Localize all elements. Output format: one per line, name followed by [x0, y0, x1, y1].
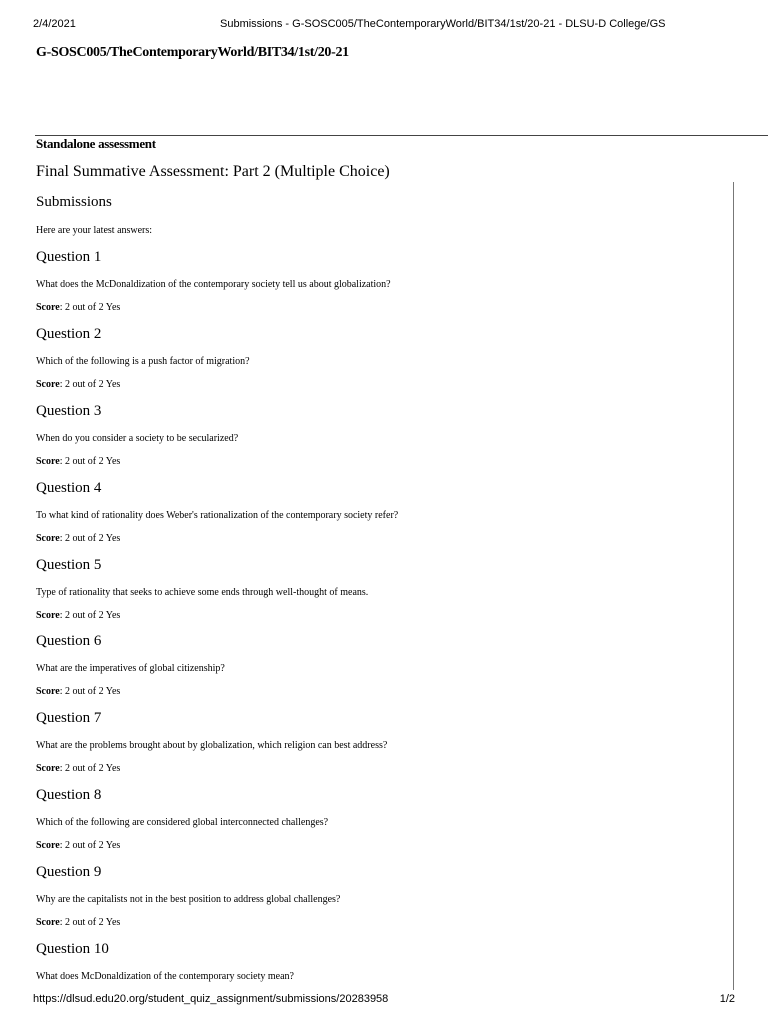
question-score — [36, 839, 120, 852]
question-heading: Question 7 — [36, 710, 102, 727]
question-text: Which of the following is a push factor of migration? — [36, 355, 250, 367]
page-number: 1/2 — [719, 993, 735, 1005]
question-score — [36, 916, 120, 929]
question-text: What does the McDonaldization of the contemporary society tell us about globalization? — [36, 279, 391, 290]
score-value: : 2 out of 2 Yes — [59, 609, 121, 621]
score-label: Score — [36, 532, 60, 544]
question-item — [36, 248, 726, 325]
question-text: To what kind of rationality does Weber's rationalization of the contemporary society refer? — [36, 509, 399, 521]
question-score — [36, 301, 120, 314]
content-right-border — [733, 182, 734, 990]
question-score — [36, 378, 120, 391]
question-heading: Question 10 — [36, 941, 109, 958]
question-text: Type of rationality that seeks to achieve some ends through well-thought of means. — [36, 586, 369, 598]
print-header — [33, 17, 735, 31]
question-heading: Question 1 — [36, 249, 102, 265]
score-label: Score — [36, 302, 60, 313]
question-heading: Question 3 — [36, 402, 102, 419]
question-item — [36, 863, 726, 940]
question-heading: Question 8 — [36, 787, 102, 804]
question-text: When do you consider a society to be secularized? — [36, 432, 239, 444]
question-item — [36, 709, 726, 786]
question-heading: Question 5 — [36, 556, 102, 573]
score-value: : 2 out of 2 Yes — [59, 686, 121, 698]
score-label: Score — [36, 763, 60, 775]
assessment-title: Final Summative Assessment: Part 2 (Multiple Choice) — [36, 163, 390, 180]
question-heading: Question 2 — [36, 325, 102, 342]
question-item — [36, 556, 726, 633]
question-item — [36, 402, 726, 479]
page-url-link[interactable]: https://dlsud.edu20.org/student_quiz_assignment/submissions/20283958 — [33, 993, 389, 1005]
print-page-title: Submissions - G-SOSC005/TheContemporaryWorld/BIT34/1st/20-21 - DLSU-D College/GS — [220, 18, 666, 30]
score-value: : 2 out of 2 Yes — [59, 763, 121, 775]
submissions-heading: Submissions — [36, 194, 112, 210]
score-value: : 2 out of 2 Yes — [59, 378, 121, 390]
question-heading: Question 6 — [36, 633, 102, 650]
question-text: What does McDonaldization of the contemporary society mean? — [36, 971, 294, 983]
score-value: : 2 out of 2 Yes — [59, 455, 121, 467]
score-value: : 2 out of 2 Yes — [59, 532, 121, 544]
score-value: : 2 out of 2 Yes — [59, 302, 121, 313]
question-score — [36, 685, 120, 698]
score-value: : 2 out of 2 Yes — [59, 917, 121, 929]
question-item — [36, 479, 726, 556]
question-heading: Question 9 — [36, 864, 102, 881]
question-score — [36, 762, 120, 775]
question-text: Which of the following are considered global interconnected challenges? — [36, 817, 329, 829]
score-label: Score — [36, 455, 60, 467]
intro-text: Here are your latest answers: — [36, 225, 153, 236]
question-text: What are the imperatives of global citizenship? — [36, 663, 225, 675]
question-score — [36, 532, 120, 545]
question-item — [36, 632, 726, 709]
question-item — [36, 786, 726, 863]
score-label: Score — [36, 686, 60, 698]
score-value: : 2 out of 2 Yes — [59, 840, 121, 852]
print-date: 2/4/2021 — [33, 18, 76, 30]
question-item — [36, 325, 726, 402]
question-score — [36, 455, 120, 468]
question-heading: Question 4 — [36, 479, 102, 496]
question-list — [36, 248, 726, 1017]
score-label: Score — [36, 378, 60, 390]
print-footer — [33, 992, 735, 1006]
question-text: Why are the capitalists not in the best position to address global challenges? — [36, 894, 341, 906]
score-label: Score — [36, 609, 60, 621]
course-title: G-SOSC005/TheContemporaryWorld/BIT34/1st/20-21 — [36, 45, 349, 60]
question-text: What are the problems brought about by globalization, which religion can best address? — [36, 740, 388, 752]
assessment-type-label: Standalone assessment — [36, 136, 156, 151]
score-label: Score — [36, 840, 60, 852]
score-label: Score — [36, 917, 60, 929]
question-score — [36, 609, 120, 622]
